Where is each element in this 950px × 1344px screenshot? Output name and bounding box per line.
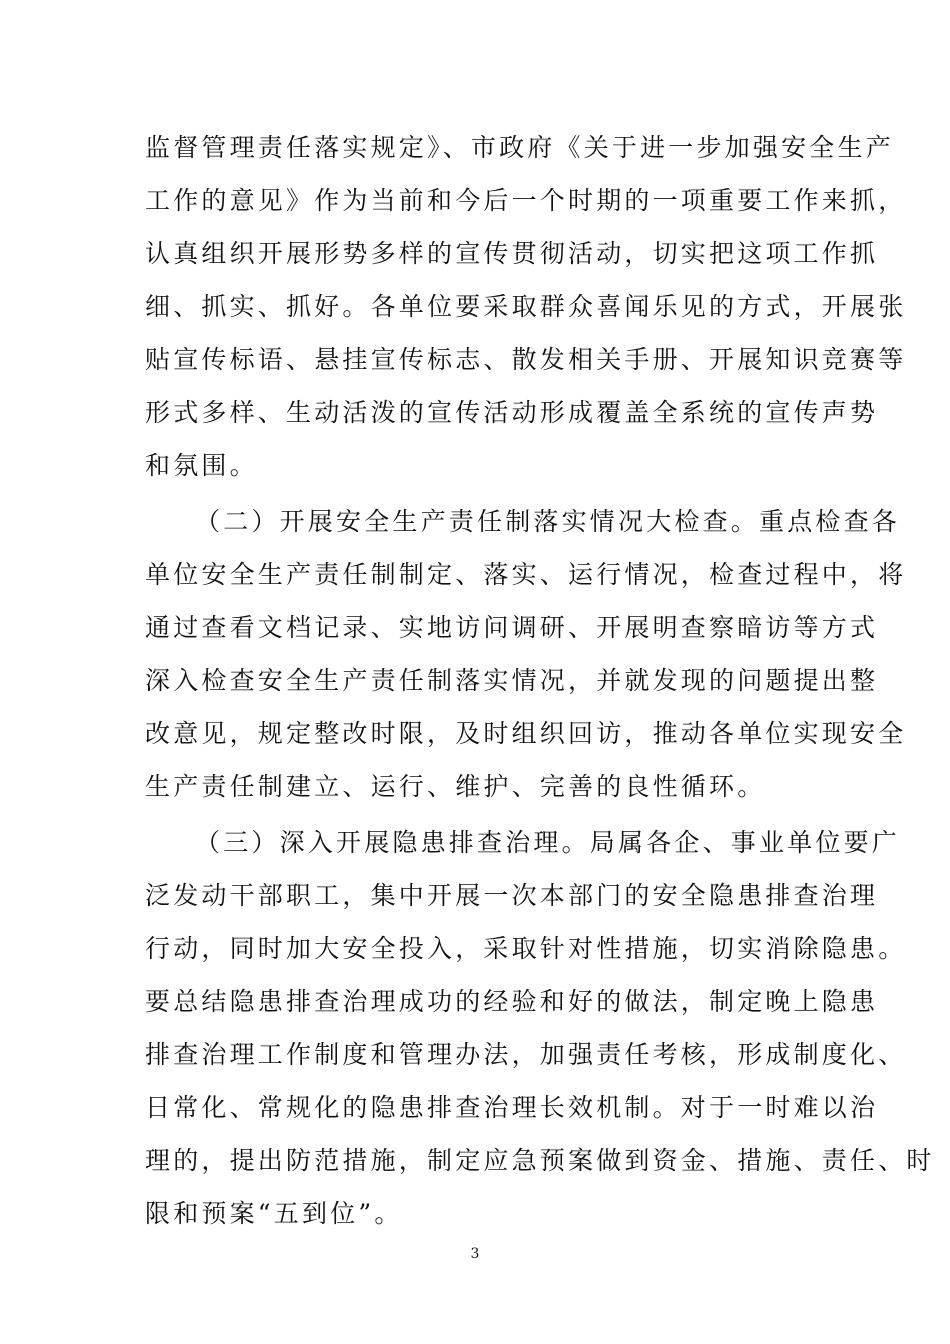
paragraph-line: 工作的意见》作为当前和今后一个时期的一项重要工作来抓， bbox=[145, 186, 907, 215]
paragraph-line: 行动，同时加大安全投入，采取针对性措施，切实消除隐患。 bbox=[145, 934, 907, 963]
paragraph-line: 监督管理责任落实规定》、市政府《关于进一步加强安全生产 bbox=[145, 133, 894, 162]
paragraph-line: 泛发动干部职工，集中开展一次本部门的安全隐患排查治理 bbox=[145, 881, 879, 910]
paragraph-line: 生产责任制建立、运行、维护、完善的良性循环。 bbox=[145, 772, 766, 801]
paragraph-line: 日常化、常规化的隐患排查治理长效机制。对于一时难以治 bbox=[145, 1093, 879, 1122]
paragraph-line: 细、抓实、抓好。各单位要采取群众喜闻乐见的方式，开展张 bbox=[145, 292, 907, 321]
paragraph-line: 单位安全生产责任制制定、落实、运行情况，检查过程中，将 bbox=[145, 560, 907, 589]
paragraph-line: 贴宣传标语、悬挂宣传标志、散发相关手册、开展知识竞赛等 bbox=[145, 345, 907, 374]
paragraph-line: 排查治理工作制度和管理办法，加强责任考核，形成制度化、 bbox=[145, 1040, 907, 1069]
paragraph-line: 改意见，规定整改时限，及时组织回访，推动各单位实现安全 bbox=[145, 719, 907, 748]
paragraph-line: 认真组织开展形势多样的宣传贯彻活动，切实把这项工作抓 bbox=[145, 239, 879, 268]
paragraph-line: 通过查看文档记录、实地访问调研、开展明查察暗访等方式 bbox=[145, 613, 879, 642]
paragraph-line: 要总结隐患排查治理成功的经验和好的做法，制定晚上隐患 bbox=[145, 987, 879, 1016]
paragraph-line: 形式多样、生动活泼的宣传活动形成覆盖全系统的宣传声势 bbox=[145, 398, 879, 427]
paragraph-line: 限和预案“五到位”。 bbox=[145, 1199, 403, 1228]
paragraph-line: 深入检查安全生产责任制落实情况，并就发现的问题提出整 bbox=[145, 666, 879, 695]
paragraph-line: （二）开展安全生产责任制落实情况大检查。重点检查各 bbox=[195, 507, 901, 536]
paragraph-line: 和氛围。 bbox=[145, 451, 258, 480]
paragraph-line: 理的，提出防范措施，制定应急预案做到资金、措施、责任、时 bbox=[145, 1146, 935, 1175]
paragraph-line: （三）深入开展隐患排查治理。局属各企、事业单位要广 bbox=[195, 828, 901, 857]
page-number: 3 bbox=[470, 1246, 480, 1262]
